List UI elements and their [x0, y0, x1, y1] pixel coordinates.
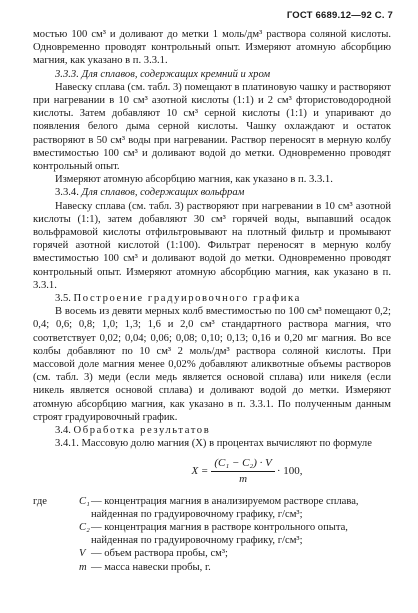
legend-symbol: C₁ — [79, 495, 90, 507]
heading-text: Обработка результатов — [73, 425, 211, 437]
formula-legend — [33, 495, 391, 574]
heading-number: 3.4. — [55, 425, 71, 437]
paragraph-measure: Измеряют атомную абсорбцию магния, как указано в п. 3.3.1. — [55, 174, 333, 186]
page-header: ГОСТ 6689.12—92 С. 7 — [286, 10, 393, 21]
legend-prefix: где — [33, 495, 47, 507]
section-heading-3-3-3 — [33, 68, 391, 81]
legend-symbol: m — [79, 561, 87, 573]
legend-symbol: V — [79, 548, 86, 560]
legend-prefix — [33, 547, 77, 560]
formula-numerator: (C₁ − C₂) · V — [211, 457, 275, 472]
paragraph-silicon-chrome: Навеску сплава (см. табл. 3) помещают в платиновую чашку и растворяют при нагревании в 10 см³ азотной кислоты (1:1) и 2 см³ фтористоводородной кислоты. Затем добавляют 10 см³ серной кислоты (1:1) и упаривают до появления белого дыма серной кислоты. Чашку охлаждают и остаток растворяют в 50 см³ воды при нагревании. Раствор переносят в мерную колбу вместимостью 100 см³ и доливают водой до метки. Одновременно проводят контрольный опыт. — [33, 81, 391, 173]
paragraph-continuation: мостью 100 см³ и доливают до метки 1 моль/дм³ раствора соляной кислоты. Одновременно проводят контрольный опыт. Измеряют атомную абсорбцию магния, как указано в п. 3.3.1. — [33, 29, 391, 67]
legend-prefix — [33, 561, 77, 574]
formula-multiplier: · 100, — [276, 464, 303, 477]
heading-text: 3.3.3. Для сплавов, содержащих кремний и хром — [55, 68, 271, 80]
legend-description: — масса навески пробы, г. — [91, 561, 211, 573]
section-heading-3-3-4 — [33, 186, 391, 199]
paragraph-calibration: В восемь из девяти мерных колб вместимостью по 100 см³ помещают 0,2; 0,4; 0,6; 0,8; 1,0; 1,3; 1,6 и 2,0 см³ стандартного раствора магния, что соответствует 0,02; 0,04; 0,06; 0,08; 0,10; 0,13; 0,16 и 0,20 мг магния. Во все колбы добавляют по 10 см³ 2 моль/дм³ раствора соляной кислоты. При массовой доле магния менее 0,02% добавляют аликвотные объемы растворов (см. табл. 3) меди (если медь является основой сплава) или никеля (если никель является основой сплава) и доливают водой до метки. Измеряют атомную абсорбцию магния, как указано в п. 3.3.1. По полученным данным строят градуировочный график. — [33, 306, 391, 423]
section-heading-3-5 — [33, 292, 391, 305]
legend-description: — концентрация магния в растворе контрольного опыта, найденная по градуировочному графику, г/см³; — [91, 521, 348, 547]
document-body — [33, 28, 391, 574]
legend-symbol: C₂ — [79, 521, 90, 533]
heading-number: 3.5. — [55, 293, 71, 305]
heading-text: Для сплавов, содержащих вольфрам — [81, 187, 245, 199]
legend-description: — объем раствора пробы, см³; — [91, 548, 228, 560]
formula-lhs: X = — [191, 464, 209, 477]
section-heading-3-4 — [33, 424, 391, 437]
legend-prefix — [33, 521, 77, 547]
formula-fraction — [211, 457, 275, 486]
legend-description: — концентрация магния в анализируемом растворе сплава, найденная по градуировочному графику, г/см³; — [91, 495, 359, 520]
paragraph-tungsten: Навеску сплава (см. табл. 3) растворяют при нагревании в 10 см³ азотной кислоты (1:1), затем добавляют 30 см³ горячей воды, выпавший осадок вольфрамовой кислоты отфильтровывают на плотный фильтр и промывают горячей азотной кислотой (1:100). Фильтрат переносят в мерную колбу вместимостью 100 см³ и доливают водой до метки. Одновременно проводят контрольный опыт. Измеряют атомную абсорбцию магния, как указано в п. 3.3.1. — [33, 200, 391, 291]
formula — [103, 455, 391, 489]
heading-text: Построение градуировочного графика — [73, 293, 301, 305]
formula-denominator: m — [239, 473, 248, 485]
heading-number: 3.3.4. — [55, 187, 79, 199]
paragraph-formula-intro: 3.4.1. Массовую долю магния (X) в процентах вычисляют по формуле — [55, 438, 372, 450]
